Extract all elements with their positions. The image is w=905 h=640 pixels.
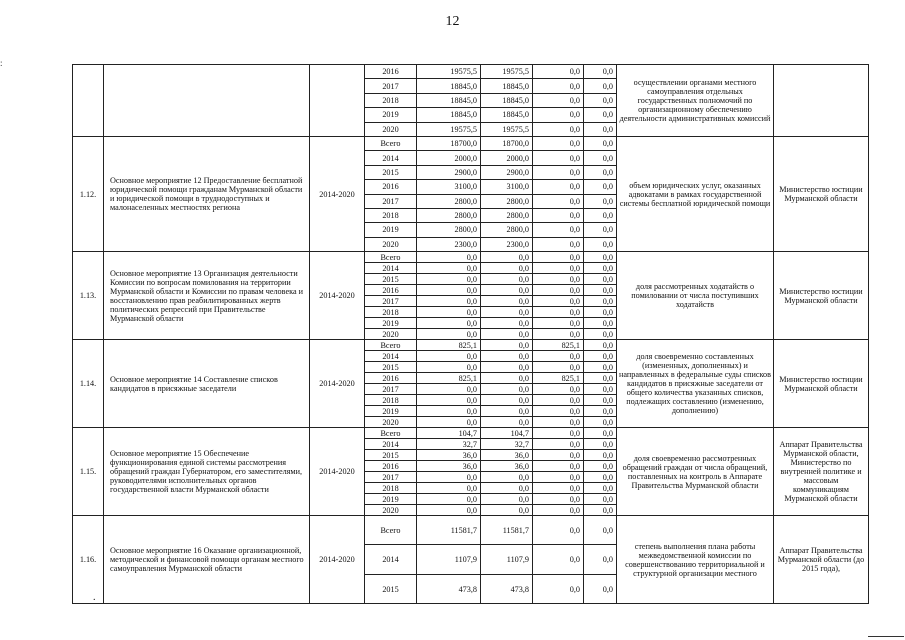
year-cell: 2015: [365, 450, 417, 461]
federal-budget-value: 0,0: [533, 439, 584, 450]
federal-budget-value: 0,0: [533, 505, 584, 516]
regional-budget-value: 0,0: [481, 417, 533, 428]
table-row: [73, 252, 869, 263]
year-cell: Всего: [365, 428, 417, 439]
other-funds-value: 0,0: [584, 329, 617, 340]
regional-budget-value: 1107,9: [481, 545, 533, 574]
regional-budget-value: 18845,0: [481, 93, 533, 107]
regional-budget-value: 0,0: [481, 406, 533, 417]
federal-budget-value: 0,0: [533, 263, 584, 274]
federal-budget-value: 0,0: [533, 223, 584, 237]
year-cell: 2017: [365, 296, 417, 307]
federal-budget-value: 0,0: [533, 93, 584, 107]
other-funds-value: 0,0: [584, 108, 617, 122]
year-cell: 2020: [365, 505, 417, 516]
total-value: 473,8: [417, 574, 481, 603]
row-number: 1.12.: [73, 136, 104, 251]
regional-budget-value: 0,0: [481, 395, 533, 406]
regional-budget-value: 3100,0: [481, 180, 533, 194]
total-value: 19575,5: [417, 122, 481, 136]
year-cell: 2016: [365, 65, 417, 79]
federal-budget-value: 0,0: [533, 428, 584, 439]
total-value: 0,0: [417, 351, 481, 362]
regional-budget-value: 0,0: [481, 472, 533, 483]
total-value: 36,0: [417, 461, 481, 472]
year-cell: 2020: [365, 237, 417, 251]
other-funds-value: 0,0: [584, 165, 617, 179]
other-funds-value: 0,0: [584, 428, 617, 439]
other-funds-value: 0,0: [584, 263, 617, 274]
regional-budget-value: 0,0: [481, 505, 533, 516]
total-value: 3100,0: [417, 180, 481, 194]
total-value: 0,0: [417, 406, 481, 417]
federal-budget-value: 0,0: [533, 307, 584, 318]
regional-budget-value: 0,0: [481, 384, 533, 395]
total-value: 0,0: [417, 483, 481, 494]
total-value: 0,0: [417, 395, 481, 406]
regional-budget-value: 0,0: [481, 296, 533, 307]
federal-budget-value: 0,0: [533, 351, 584, 362]
table-row: [73, 516, 869, 545]
total-value: 0,0: [417, 329, 481, 340]
total-value: 0,0: [417, 263, 481, 274]
federal-budget-value: 0,0: [533, 285, 584, 296]
total-value: 18845,0: [417, 79, 481, 93]
executor: Аппарат Правительства Мурманской области, Министерство по внутренней политике и массовым коммуникациям Мурманской области: [774, 428, 869, 516]
year-cell: 2015: [365, 165, 417, 179]
other-funds-value: 0,0: [584, 472, 617, 483]
year-cell: 2014: [365, 545, 417, 574]
regional-budget-value: 0,0: [481, 351, 533, 362]
year-cell: 2016: [365, 461, 417, 472]
regional-budget-value: 104,7: [481, 428, 533, 439]
executor: Министерство юстиции Мурманской области: [774, 252, 869, 340]
executor: Министерство юстиции Мурманской области: [774, 340, 869, 428]
federal-budget-value: 0,0: [533, 194, 584, 208]
other-funds-value: 0,0: [584, 65, 617, 79]
year-cell: 2016: [365, 285, 417, 296]
activity-name: Основное мероприятие 16 Оказание организационной, методической и финансовой помощи органам местного самоуправления Мурманской области: [104, 516, 310, 604]
regional-budget-value: 18845,0: [481, 79, 533, 93]
year-cell: 2019: [365, 108, 417, 122]
regional-budget-value: 0,0: [481, 318, 533, 329]
other-funds-value: 0,0: [584, 395, 617, 406]
regional-budget-value: 2800,0: [481, 223, 533, 237]
row-number: 1.13.: [73, 252, 104, 340]
year-cell: 2018: [365, 208, 417, 222]
other-funds-value: 0,0: [584, 340, 617, 351]
regional-budget-value: 19575,5: [481, 65, 533, 79]
regional-budget-value: 2300,0: [481, 237, 533, 251]
period: 2014-2020: [310, 516, 365, 604]
year-cell: 2018: [365, 93, 417, 107]
activity-name: Основное мероприятие 14 Составление списков кандидатов в присяжные заседатели: [104, 340, 310, 428]
year-cell: 2020: [365, 417, 417, 428]
federal-budget-value: 0,0: [533, 395, 584, 406]
table-row: [73, 428, 869, 439]
regional-budget-value: 0,0: [481, 373, 533, 384]
year-cell: 2017: [365, 194, 417, 208]
total-value: 0,0: [417, 274, 481, 285]
year-cell: 2018: [365, 395, 417, 406]
year-cell: 2019: [365, 406, 417, 417]
federal-budget-value: 0,0: [533, 151, 584, 165]
total-value: 0,0: [417, 252, 481, 263]
executor: [774, 65, 869, 137]
federal-budget-value: 0,0: [533, 483, 584, 494]
regional-budget-value: 0,0: [481, 274, 533, 285]
regional-budget-value: 11581,7: [481, 516, 533, 545]
year-cell: 2015: [365, 574, 417, 603]
federal-budget-value: 0,0: [533, 237, 584, 251]
federal-budget-value: 0,0: [533, 79, 584, 93]
total-value: 0,0: [417, 362, 481, 373]
other-funds-value: 0,0: [584, 318, 617, 329]
total-value: 825,1: [417, 373, 481, 384]
year-cell: 2014: [365, 263, 417, 274]
total-value: 0,0: [417, 494, 481, 505]
total-value: 825,1: [417, 340, 481, 351]
period: 2014-2020: [310, 252, 365, 340]
other-funds-value: 0,0: [584, 494, 617, 505]
year-cell: Всего: [365, 340, 417, 351]
year-cell: 2019: [365, 494, 417, 505]
federal-budget-value: 0,0: [533, 108, 584, 122]
total-value: 1107,9: [417, 545, 481, 574]
total-value: 18845,0: [417, 93, 481, 107]
corner-rule: [868, 636, 904, 638]
other-funds-value: 0,0: [584, 406, 617, 417]
row-number: [73, 65, 104, 137]
other-funds-value: 0,0: [584, 79, 617, 93]
federal-budget-value: 0,0: [533, 450, 584, 461]
regional-budget-value: 2800,0: [481, 208, 533, 222]
regional-budget-value: 0,0: [481, 252, 533, 263]
year-cell: Всего: [365, 136, 417, 150]
other-funds-value: 0,0: [584, 417, 617, 428]
total-value: 0,0: [417, 318, 481, 329]
year-cell: 2016: [365, 373, 417, 384]
year-cell: 2019: [365, 223, 417, 237]
result-indicator: степень выполнения плана работы межведомственной комиссии по совершенствованию территориальной и структурной организации местного: [617, 516, 774, 604]
row-number: 1.15.: [73, 428, 104, 516]
regional-budget-value: 0,0: [481, 340, 533, 351]
total-value: 0,0: [417, 384, 481, 395]
result-indicator: доля своевременно составленных (измененных, дополненных) и направленных в федеральные суды списков кандидатов в присяжные заседатели от общего количества указанных списков, подлежащих составлению (изменению, дополнению): [617, 340, 774, 428]
other-funds-value: 0,0: [584, 351, 617, 362]
federal-budget-value: 825,1: [533, 373, 584, 384]
regional-budget-value: 2800,0: [481, 194, 533, 208]
other-funds-value: 0,0: [584, 252, 617, 263]
regional-budget-value: 32,7: [481, 439, 533, 450]
year-cell: Всего: [365, 516, 417, 545]
year-cell: 2017: [365, 472, 417, 483]
result-indicator: объем юридических услуг, оказанных адвокатами в рамках государственной системы бесплатной юридической помощи: [617, 136, 774, 251]
total-value: 2800,0: [417, 194, 481, 208]
margin-mark: :: [0, 58, 3, 68]
result-indicator: доля рассмотренных ходатайств о помиловании от числа поступивших ходатайств: [617, 252, 774, 340]
federal-budget-value: 0,0: [533, 545, 584, 574]
total-value: 2800,0: [417, 208, 481, 222]
other-funds-value: 0,0: [584, 384, 617, 395]
total-value: 2800,0: [417, 223, 481, 237]
other-funds-value: 0,0: [584, 574, 617, 603]
page-number: 12: [445, 14, 460, 29]
year-cell: 2017: [365, 384, 417, 395]
regional-budget-value: 36,0: [481, 461, 533, 472]
other-funds-value: 0,0: [584, 93, 617, 107]
federal-budget-value: 0,0: [533, 472, 584, 483]
total-value: 0,0: [417, 307, 481, 318]
year-cell: 2014: [365, 151, 417, 165]
regional-budget-value: 2900,0: [481, 165, 533, 179]
federal-budget-value: 0,0: [533, 122, 584, 136]
row-number: 1.16.: [73, 516, 104, 604]
other-funds-value: 0,0: [584, 208, 617, 222]
year-cell: 2018: [365, 483, 417, 494]
federal-budget-value: 0,0: [533, 274, 584, 285]
federal-budget-value: 0,0: [533, 296, 584, 307]
period: 2014-2020: [310, 136, 365, 251]
activity-name: Основное мероприятие 13 Организация деятельности Комиссии по вопросам помилования на территории Мурманской области и Комиссии по правам человека и восстановлению прав реабилитированных жертв политических репрессий при Правительстве Мурманской области: [104, 252, 310, 340]
regional-budget-value: 18700,0: [481, 136, 533, 150]
federal-budget-value: 0,0: [533, 417, 584, 428]
period: 2014-2020: [310, 340, 365, 428]
total-value: 0,0: [417, 505, 481, 516]
total-value: 19575,5: [417, 65, 481, 79]
executor: Министерство юстиции Мурманской области: [774, 136, 869, 251]
other-funds-value: 0,0: [584, 373, 617, 384]
regional-budget-value: 36,0: [481, 450, 533, 461]
other-funds-value: 0,0: [584, 285, 617, 296]
year-cell: 2014: [365, 351, 417, 362]
regional-budget-value: 18845,0: [481, 108, 533, 122]
federal-budget-value: 0,0: [533, 574, 584, 603]
regional-budget-value: 0,0: [481, 285, 533, 296]
year-cell: 2016: [365, 180, 417, 194]
total-value: 0,0: [417, 472, 481, 483]
other-funds-value: 0,0: [584, 362, 617, 373]
other-funds-value: 0,0: [584, 274, 617, 285]
federal-budget-value: 0,0: [533, 318, 584, 329]
other-funds-value: 0,0: [584, 483, 617, 494]
federal-budget-value: 0,0: [533, 384, 584, 395]
result-indicator: доля своевременно рассмотренных обращений граждан от числа обращений, поставленных на контроль в Аппарате Правительства Мурманской области: [617, 428, 774, 516]
regional-budget-value: 2000,0: [481, 151, 533, 165]
other-funds-value: 0,0: [584, 194, 617, 208]
federal-budget-value: 0,0: [533, 136, 584, 150]
table-row: [73, 136, 869, 150]
other-funds-value: 0,0: [584, 307, 617, 318]
federal-budget-value: 0,0: [533, 406, 584, 417]
total-value: 32,7: [417, 439, 481, 450]
year-cell: Всего: [365, 252, 417, 263]
period: 2014-2020: [310, 428, 365, 516]
program-table: [72, 64, 869, 604]
total-value: 36,0: [417, 450, 481, 461]
total-value: 2300,0: [417, 237, 481, 251]
other-funds-value: 0,0: [584, 545, 617, 574]
executor: Аппарат Правительства Мурманской области (до 2015 года),: [774, 516, 869, 604]
regional-budget-value: 0,0: [481, 494, 533, 505]
year-cell: 2020: [365, 329, 417, 340]
other-funds-value: 0,0: [584, 136, 617, 150]
year-cell: 2019: [365, 318, 417, 329]
year-cell: 2017: [365, 79, 417, 93]
year-cell: 2014: [365, 439, 417, 450]
federal-budget-value: 0,0: [533, 329, 584, 340]
federal-budget-value: 0,0: [533, 165, 584, 179]
year-cell: 2015: [365, 362, 417, 373]
federal-budget-value: 0,0: [533, 65, 584, 79]
total-value: 0,0: [417, 296, 481, 307]
other-funds-value: 0,0: [584, 439, 617, 450]
footer-dot: .: [93, 592, 96, 603]
other-funds-value: 0,0: [584, 151, 617, 165]
activity-name: Основное мероприятие 15 Обеспечение функционирования единой системы рассмотрения обращений граждан Губернатором, его заместителями, руководителями исполнительных органов государственной власти Мурманской области: [104, 428, 310, 516]
regional-budget-value: 0,0: [481, 362, 533, 373]
other-funds-value: 0,0: [584, 505, 617, 516]
other-funds-value: 0,0: [584, 237, 617, 251]
other-funds-value: 0,0: [584, 122, 617, 136]
federal-budget-value: 0,0: [533, 494, 584, 505]
regional-budget-value: 473,8: [481, 574, 533, 603]
total-value: 104,7: [417, 428, 481, 439]
federal-budget-value: 0,0: [533, 362, 584, 373]
total-value: 18700,0: [417, 136, 481, 150]
other-funds-value: 0,0: [584, 461, 617, 472]
federal-budget-value: 825,1: [533, 340, 584, 351]
activity-name: Основное мероприятие 12 Предоставление бесплатной юридической помощи гражданам Мурманской области и юридической помощи в труднодоступных и малонаселенных местностях региона: [104, 136, 310, 251]
period: [310, 65, 365, 137]
total-value: 0,0: [417, 417, 481, 428]
year-cell: 2015: [365, 274, 417, 285]
other-funds-value: 0,0: [584, 296, 617, 307]
other-funds-value: 0,0: [584, 223, 617, 237]
regional-budget-value: 0,0: [481, 263, 533, 274]
total-value: 18845,0: [417, 108, 481, 122]
year-cell: 2020: [365, 122, 417, 136]
result-indicator: осуществлении органами местного самоуправления отдельных государственных полномочий по организационному обеспечению деятельности административных комиссий: [617, 65, 774, 137]
table-body: [73, 65, 869, 604]
federal-budget-value: 0,0: [533, 208, 584, 222]
year-cell: 2018: [365, 307, 417, 318]
regional-budget-value: 19575,5: [481, 122, 533, 136]
activity-name: [104, 65, 310, 137]
other-funds-value: 0,0: [584, 516, 617, 545]
regional-budget-value: 0,0: [481, 329, 533, 340]
federal-budget-value: 0,0: [533, 461, 584, 472]
federal-budget-value: 0,0: [533, 516, 584, 545]
row-number: 1.14.: [73, 340, 104, 428]
regional-budget-value: 0,0: [481, 483, 533, 494]
total-value: 2900,0: [417, 165, 481, 179]
table-row: [73, 65, 869, 79]
federal-budget-value: 0,0: [533, 180, 584, 194]
total-value: 0,0: [417, 285, 481, 296]
federal-budget-value: 0,0: [533, 252, 584, 263]
total-value: 11581,7: [417, 516, 481, 545]
regional-budget-value: 0,0: [481, 307, 533, 318]
total-value: 2000,0: [417, 151, 481, 165]
other-funds-value: 0,0: [584, 450, 617, 461]
other-funds-value: 0,0: [584, 180, 617, 194]
table-row: [73, 340, 869, 351]
